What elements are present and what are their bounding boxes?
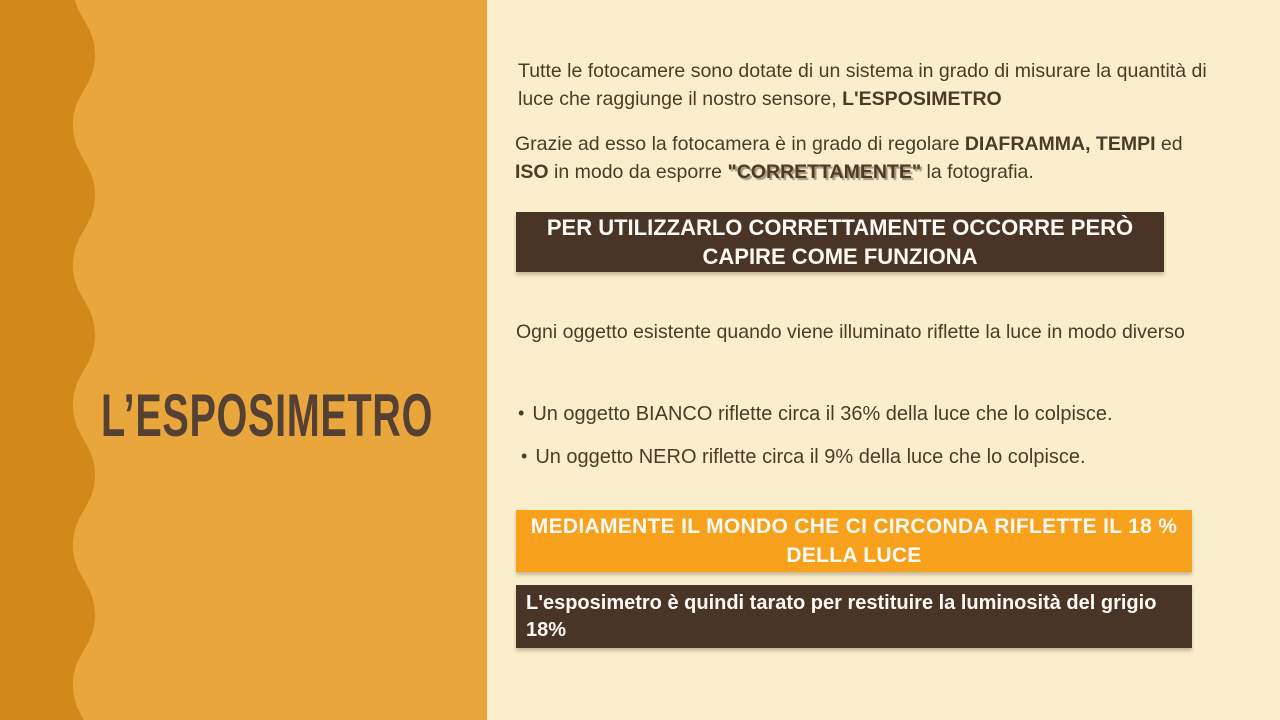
paragraph-reflection: Ogni oggetto esistente quando viene illuminato riflette la luce in modo diverso bbox=[516, 321, 1185, 343]
bullet-white-object-text: Un oggetto BIANCO riflette circa il 36% della luce che lo colpisce. bbox=[532, 403, 1113, 425]
paragraph-intro-text: Tutte le fotocamere sono dotate di un sistema in grado di misurare la quantità di luce che raggiunge il nostro sensore, bbox=[518, 60, 1207, 110]
content-panel bbox=[487, 0, 1280, 720]
paragraph-regulation-bold-1: DIAFRAMMA, TEMPI bbox=[964, 133, 1156, 155]
left-panel bbox=[0, 0, 487, 720]
paragraph-regulation-text-4: la fotografia. bbox=[921, 161, 1034, 183]
paragraph-regulation-bold-3: "CORRETTAMENTE" bbox=[727, 161, 922, 183]
paragraph-intro-bold: L'ESPOSIMETRO bbox=[842, 88, 1002, 110]
slide-title: L’ESPOSIMETRO bbox=[101, 382, 434, 449]
paragraph-regulation-bold-2: ISO bbox=[515, 161, 549, 183]
paragraph-regulation-text-2: ed bbox=[1155, 133, 1183, 155]
paragraph-regulation-text-3: in modo da esporre bbox=[548, 161, 728, 183]
callout-box-average-reflection: MEDIAMENTE IL MONDO CHE CI CIRCONDA RIFLETTE IL 18 % DELLA LUCE bbox=[516, 510, 1192, 572]
callout-box-gray-calibration: L'esposimetro è quindi tarato per restituire la luminosità del grigio 18% bbox=[516, 585, 1192, 648]
bullet-white-object bbox=[518, 400, 1258, 427]
paragraph-regulation-text-1: Grazie ad esso la fotocamera è in grado di regolare bbox=[515, 133, 965, 155]
callout-box-how-it-works: PER UTILIZZARLO CORRETTAMENTE OCCORRE PERÒ CAPIRE COME FUNZIONA bbox=[516, 212, 1164, 272]
paragraph-intro bbox=[518, 57, 1230, 113]
bullet-icon: • bbox=[518, 403, 525, 423]
bullet-black-object bbox=[521, 443, 1261, 470]
bullet-icon: • bbox=[521, 446, 528, 466]
bullet-black-object-text: Un oggetto NERO riflette circa il 9% della luce che lo colpisce. bbox=[535, 446, 1086, 468]
wave-decoration-icon bbox=[0, 0, 110, 720]
paragraph-regulation bbox=[515, 130, 1215, 186]
